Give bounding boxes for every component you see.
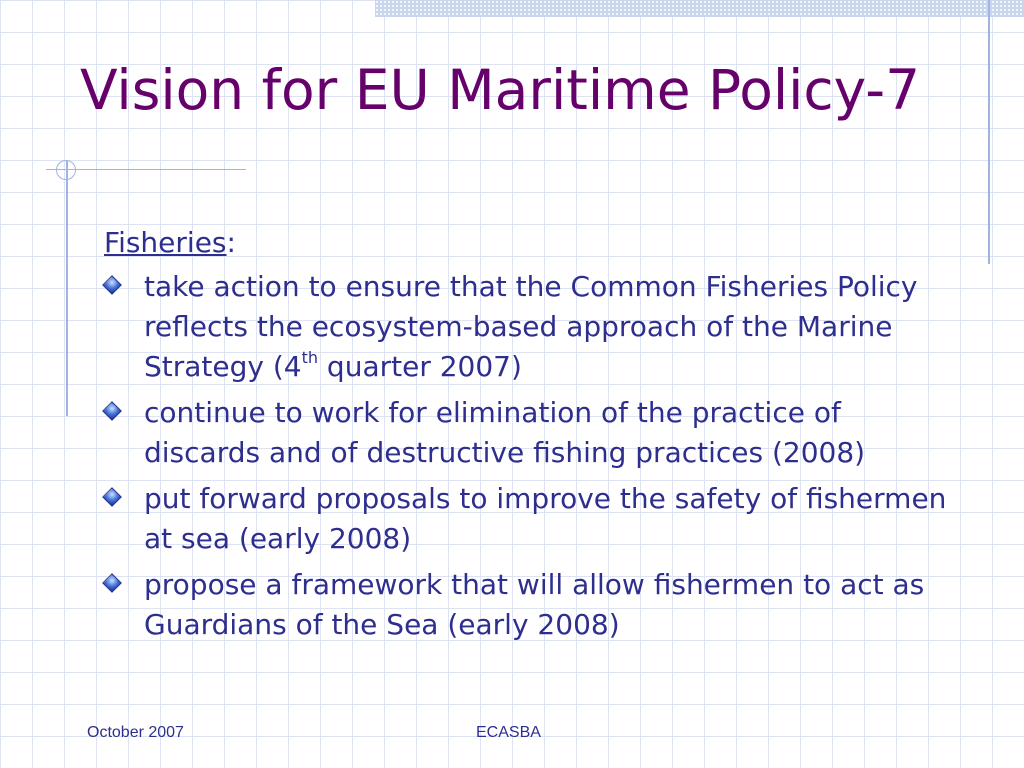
list-item [104,267,964,387]
bullet-text: put forward proposals to improve the safety of fishermen at sea (early 2008) [144,482,947,555]
diamond-bullet-icon [104,403,121,420]
footer-organization: ECASBA [476,724,541,741]
slide-content [104,223,964,651]
crosshair-circle-icon [56,160,76,180]
bullet-text: propose a framework that will allow fishermen to act as Guardians of the Sea (early 2008) [144,568,925,641]
ordinal-superscript: th [301,347,319,367]
list-item [104,565,964,645]
bullet-list [104,267,964,645]
section-heading [104,223,964,263]
list-item [104,479,964,559]
diamond-bullet-icon [104,489,121,506]
diamond-bullet-icon [104,277,121,294]
footer-date: October 2007 [87,724,184,741]
section-heading-colon: : [226,226,236,259]
bullet-text: continue to work for elimination of the practice of discards and of destructive fishing practices (2008) [144,396,866,469]
section-heading-label: Fisheries [104,226,227,259]
list-item [104,393,964,473]
slide-title: Vision for EU Maritime Policy-7 [80,58,921,122]
decorative-left-rule [66,160,68,416]
decorative-right-rule [988,0,990,264]
decorative-top-band [375,0,1024,17]
bullet-text-continued: quarter 2007) [318,350,522,383]
decorative-horizontal-rule [46,169,246,170]
diamond-bullet-icon [104,575,121,592]
bullet-text: take action to ensure that the Common Fisheries Policy reflects the ecosystem-based approach of the Marine Strategy (4 [144,270,918,383]
